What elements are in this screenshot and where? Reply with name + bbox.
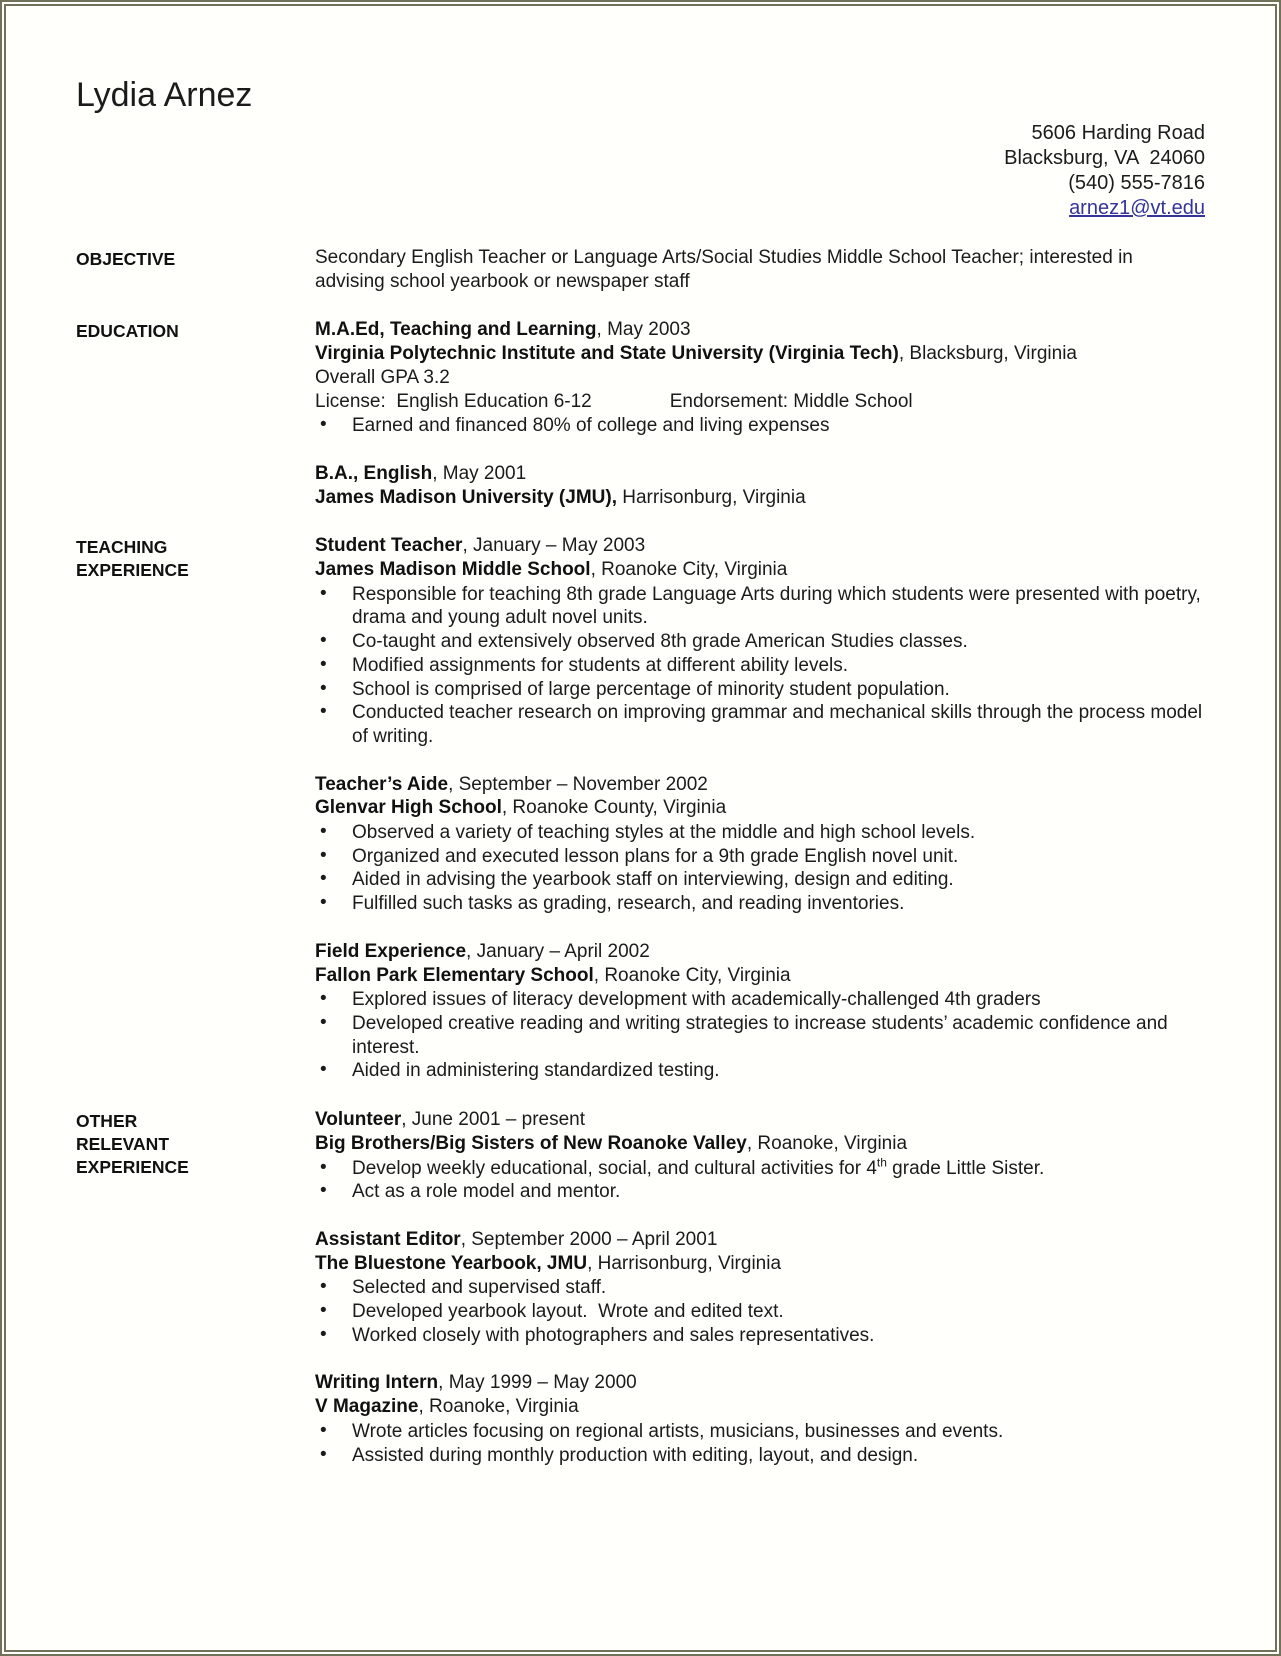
contact-block (76, 121, 1205, 221)
job-block-writing-intern (315, 1371, 1205, 1467)
gpa-line: Overall GPA 3.2 (315, 366, 450, 388)
bullet-item: • Observed a variety of teaching styles at the middle and high school levels. (315, 821, 1205, 845)
job-title-line (315, 940, 1205, 964)
email-line (76, 196, 1205, 221)
bullet-item (315, 1157, 1205, 1181)
endorsement-text: Endorsement: Middle School (669, 390, 913, 412)
degree-date: , May 2001 (432, 462, 527, 484)
job-block-student-teacher (315, 534, 1208, 748)
teaching-experience-section (76, 534, 1208, 1083)
education-body (315, 318, 1205, 509)
bullet-text-pre: Develop weekly educational, social, and cultural activities for 4 (352, 1157, 877, 1179)
teaching-experience-label: TEACHING EXPERIENCE (76, 537, 189, 581)
job-title: Assistant Editor (315, 1228, 461, 1250)
job-org-line (315, 1132, 1205, 1156)
education-label: EDUCATION (76, 321, 179, 342)
address-line-1: 5606 Harding Road (1031, 122, 1205, 144)
degree-bullets (315, 414, 1205, 438)
job-org-line (315, 1395, 1205, 1419)
job-org: Fallon Park Elementary School (315, 964, 594, 986)
other-relevant-experience-label: OTHER RELEVANT EXPERIENCE (76, 1111, 189, 1178)
job-location: , Roanoke, Virginia (418, 1396, 579, 1418)
degree-title-line (315, 318, 1205, 342)
email-link[interactable]: arnez1@vt.edu (1069, 197, 1205, 219)
job-location: , Roanoke City, Virginia (590, 559, 788, 581)
objective-label-column (76, 246, 315, 293)
job-org-line (315, 1252, 1205, 1276)
bullet-item: • Conducted teacher research on improving grammar and mechanical skills through the process model of writing. (315, 701, 1205, 748)
job-org-line (315, 964, 1205, 988)
teaching-label-column (76, 534, 315, 1083)
degree-block-ba (315, 462, 1205, 509)
objective-text: Secondary English Teacher or Language Arts/Social Studies Middle School Teacher; interested in advising school yearbook or newspaper staff (315, 247, 1139, 292)
job-date: , September – November 2002 (448, 773, 708, 795)
bullet-item: • Responsible for teaching 8th grade Language Arts during which students were presented with poetry, drama and young adult novel units. (315, 583, 1205, 630)
job-block-assistant-editor (315, 1228, 1205, 1348)
job-block-field-experience (315, 940, 1205, 1083)
job-org: The Bluestone Yearbook, JMU (315, 1252, 588, 1274)
job-location: , Roanoke City, Virginia (593, 964, 791, 986)
bullet-item: • Organized and executed lesson plans for a 9th grade English novel unit. (315, 845, 1205, 869)
other-label-column (76, 1108, 315, 1467)
page-content (6, 6, 1275, 1467)
bullet-item: • Worked closely with photographers and sales representatives. (315, 1324, 1205, 1348)
bullet-item: • Selected and supervised staff. (315, 1276, 1205, 1300)
objective-section (76, 246, 1205, 293)
bullet-item: • Developed creative reading and writing strategies to increase students’ academic confidence and interest. (315, 1012, 1205, 1059)
degree-school-line (315, 342, 1205, 366)
degree-name: B.A., English (315, 462, 433, 484)
job-title-line (315, 534, 1205, 558)
job-org: V Magazine (315, 1396, 419, 1418)
job-title-line (315, 773, 1205, 797)
job-org-line (315, 796, 1205, 820)
degree-date: , May 2003 (596, 319, 691, 341)
degree-school-line (315, 486, 1205, 510)
bullet-item: • Wrote articles focusing on regional artists, musicians, businesses and events. (315, 1420, 1205, 1444)
job-block-teachers-aide (315, 773, 1205, 916)
school-location: , Blacksburg, Virginia (898, 343, 1077, 365)
other-experience-section (76, 1108, 1205, 1467)
job-title: Student Teacher (315, 535, 463, 557)
job-location: , Roanoke, Virginia (746, 1132, 908, 1154)
objective-label: OBJECTIVE (76, 249, 176, 269)
job-bullets (315, 1420, 1205, 1467)
bullet-text-post: grade Little Sister. (886, 1157, 1045, 1179)
phone-number: (540) 555-7816 (1068, 172, 1205, 194)
job-date: , May 1999 – May 2000 (438, 1372, 637, 1394)
job-bullets (315, 821, 1205, 916)
address-line-2: Blacksburg, VA 24060 (1004, 147, 1205, 169)
job-date: , January – April 2002 (466, 940, 650, 962)
degree-block-maed (315, 318, 1205, 438)
job-title-line (315, 1108, 1205, 1132)
bullet-item: • Fulfilled such tasks as grading, research, and reading inventories. (315, 892, 1205, 916)
school-name: Virginia Polytechnic Institute and State University (Virginia Tech) (315, 343, 899, 365)
degree-name: M.A.Ed, Teaching and Learning (315, 319, 597, 341)
education-label-column (76, 318, 315, 509)
job-date: , January – May 2003 (462, 535, 646, 557)
job-org-line (315, 558, 1205, 582)
job-location: , Harrisonburg, Virginia (587, 1252, 782, 1274)
job-title: Writing Intern (315, 1372, 439, 1394)
job-block-volunteer (315, 1108, 1205, 1204)
education-section (76, 318, 1205, 509)
bullet-item: • School is comprised of large percentage of minority student population. (315, 678, 1205, 702)
job-title-line (315, 1371, 1205, 1395)
school-name: James Madison University (JMU), (315, 486, 617, 508)
job-date: , September 2000 – April 2001 (460, 1228, 718, 1250)
bullet-item: • Modified assignments for students at different ability levels. (315, 654, 1205, 678)
job-org: James Madison Middle School (315, 559, 591, 581)
bullet-item: • Aided in advising the yearbook staff on interviewing, design and editing. (315, 868, 1205, 892)
bullet-item: • Assisted during monthly production with editing, layout, and design. (315, 1444, 1205, 1468)
job-org: Glenvar High School (315, 797, 502, 819)
ordinal-superscript: th (876, 1155, 887, 1170)
job-bullets (315, 1157, 1205, 1204)
bullet-item: • Explored issues of literacy development with academically-challenged 4th graders (315, 988, 1205, 1012)
job-title: Teacher’s Aide (315, 773, 449, 795)
job-bullets (315, 988, 1205, 1083)
school-location: Harrisonburg, Virginia (616, 486, 806, 508)
job-date: , June 2001 – present (401, 1109, 586, 1131)
job-title: Field Experience (315, 940, 467, 962)
degree-title-line (315, 462, 1205, 486)
license-text: License: English Education 6-12 (315, 390, 592, 412)
job-title-line (315, 1228, 1205, 1252)
bullet-item: • Aided in administering standardized testing. (315, 1059, 1205, 1083)
bullet-item: • Earned and financed 80% of college and living expenses (315, 414, 1205, 438)
other-experience-body (315, 1108, 1205, 1467)
job-title: Volunteer (315, 1109, 402, 1131)
license-line (315, 390, 1205, 414)
person-name: Lydia Arnez (76, 76, 253, 114)
job-bullets (315, 1276, 1205, 1347)
bullet-item: • Co-taught and extensively observed 8th grade American Studies classes. (315, 630, 1205, 654)
job-bullets (315, 583, 1208, 749)
objective-body (315, 246, 1205, 293)
job-org: Big Brothers/Big Sisters of New Roanoke Valley (315, 1132, 747, 1154)
teaching-experience-body (315, 534, 1208, 1083)
bullet-item: • Act as a role model and mentor. (315, 1180, 1205, 1204)
job-location: , Roanoke County, Virginia (501, 797, 727, 819)
bullet-item: • Developed yearbook layout. Wrote and edited text. (315, 1300, 1205, 1324)
